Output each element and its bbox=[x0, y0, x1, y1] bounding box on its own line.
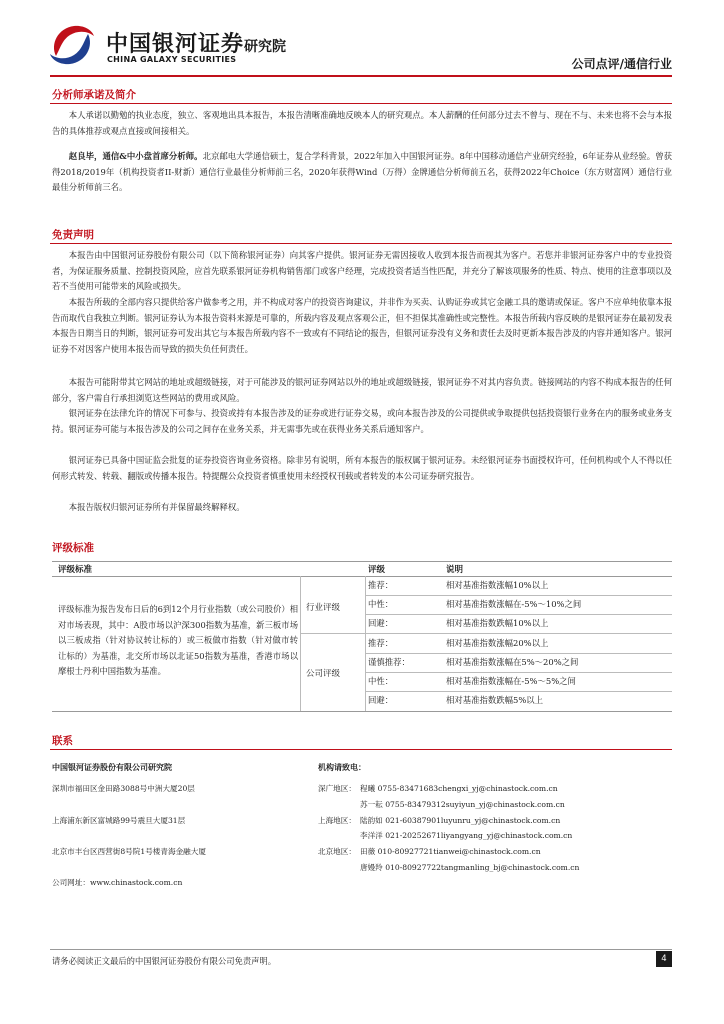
contact-section-rule bbox=[50, 749, 672, 750]
analyst-name: 赵良毕，通信&中小盘首席分析师。 bbox=[68, 151, 203, 161]
disclaimer-section-rule bbox=[50, 243, 672, 244]
analyst-bio bbox=[52, 149, 672, 196]
analyst-commitment: 本人承诺以勤勉的执业态度，独立、客观地出具本报告，本报告清晰准确地反映本人的研究观点。本人薪酬的任何部分过去不曾与、现在不与、未来也将不会与本报告的具体推荐或观点直接或间接相关。 bbox=[52, 110, 672, 136]
office-address-beijing: 北京市丰台区西营街8号院1号楼青海金融大厦 bbox=[52, 847, 206, 856]
rating-level: 谨慎推荐： bbox=[368, 657, 410, 667]
header-divider bbox=[50, 75, 672, 77]
rating-explanation: 相对基准指数跌幅5%以上 bbox=[446, 695, 544, 705]
disclaimer-p1: 本报告由中国银河证券股份有限公司（以下简称银河证券）向其客户提供。银河证券无需因接收人收到本报告而视其为客户。若您并非银河证券客户中的专业投资者，为保证服务质量、控制投资风险，应首先联系银河证券机构销售部门或客户经理，完成投资者适当性匹配，并充分了解该项服务的性质、特点、使用的注意事项以及若不当使用可能带来的风险或损失。 bbox=[52, 250, 672, 291]
rating-explanation: 相对基准指数涨幅在-5%～10%之间 bbox=[446, 599, 582, 609]
rating-explanation: 相对基准指数涨幅20%以上 bbox=[446, 638, 549, 648]
office-address-shanghai: 上海浦东新区富城路99号震旦大厦31层 bbox=[52, 816, 186, 825]
rating-explanation: 相对基准指数涨幅在-5%～5%之间 bbox=[446, 676, 576, 686]
industry-rating-row bbox=[366, 595, 672, 615]
rating-col-desc: 说明 bbox=[446, 565, 464, 575]
contact-section-title: 联系 bbox=[52, 735, 73, 747]
rating-explanation: 相对基准指数涨幅在5%～20%之间 bbox=[446, 657, 579, 667]
sales-contact: 陆韵如 021-60387901luyunru_yj@chinastock.com.cn bbox=[360, 816, 561, 825]
rating-table-header bbox=[52, 561, 672, 577]
sales-contact: 唐嫚羚 010-80927722tangmanling_bj@chinastock.com.cn bbox=[360, 863, 580, 872]
rating-table-divider bbox=[300, 576, 301, 711]
sales-contact: 李洋洋 021-20252671liyangyang_yj@chinastock.com.cn bbox=[360, 831, 573, 840]
sales-contact: 程曦 0755-83471683chengxi_yj@chinastock.com.cn bbox=[360, 784, 558, 793]
rating-explanation: 相对基准指数跌幅10%以上 bbox=[446, 618, 549, 628]
footer-rule bbox=[50, 949, 672, 950]
rating-standard-description: 评级标准为报告发布日后的6到12个月行业指数（或公司股价）相对市场表现，其中：A股市场以沪深300指数为基准，新三板市场以三板成指（针对协议转让标的）或三板做市指数（针对做市转让标的）为基准，北交所市场以北证50指数为基准，香港市场以摩根士丹利中国指数为基准。 bbox=[58, 604, 298, 676]
sales-contact: 苏一耘 0755-83479312suyiyun_yj@chinastock.com.cn bbox=[360, 800, 565, 809]
sales-contact: 田薇 010-80927721tianwei@chinastock.com.cn bbox=[360, 847, 541, 856]
company-rating-row bbox=[366, 634, 672, 654]
disclaimer-p4: 银河证券在法律允许的情况下可参与、投资或持有本报告涉及的证券或进行证券交易，或向本报告涉及的公司提供或争取提供包括投资银行业务在内的服务或业务支持。银河证券可能与本报告涉及的公司之间存在业务关系，并无需事先或在获得业务关系后通知客户。 bbox=[52, 408, 672, 434]
company-rating-row bbox=[366, 691, 672, 710]
brand-name-cn: 中国银河证券 bbox=[106, 32, 245, 57]
disclaimer-p2: 本报告所载的全部内容只提供给客户做参考之用，并不构成对客户的投资咨询建议，并非作为买卖、认购证券或其它金融工具的邀请或保证。客户不应单纯依靠本报告而取代自我独立判断。银河证券认为本报告资料来源是可靠的，所载内容及观点客观公正，但不担保其准确性或完整性。本报告所载内容反映的是银河证券在最初发表本报告日期当日的判断，银河证券可发出其它与本报告所载内容不一致或有不同结论的报告，但银河证券没有义务和责任去及时更新本报告涉及的内容并通知客户。银河证券不对因客户使用本报告而导致的损失负任何责任。 bbox=[52, 297, 672, 354]
rating-level: 回避： bbox=[368, 695, 394, 705]
industry-rating-row bbox=[366, 576, 672, 596]
brand-name-en: CHINA GALAXY SECURITIES bbox=[107, 55, 237, 64]
rating-explanation: 相对基准指数涨幅10%以上 bbox=[446, 580, 549, 590]
company-website: 公司网址：www.chinastock.com.cn bbox=[52, 878, 183, 887]
disclaimer-p5: 银河证券已具备中国证监会批复的证券投资咨询业务资格。除非另有说明，所有本报告的版权属于银河证券。未经银河证券书面授权许可，任何机构或个人不得以任何形式转发、转载、翻版或传播本报告。特提醒公众投资者慎重使用未经授权刊载或者转发的本公司证券研究报告。 bbox=[52, 455, 672, 481]
rating-level: 回避： bbox=[368, 618, 394, 628]
galaxy-swirl-icon bbox=[48, 22, 96, 68]
analyst-section-rule bbox=[50, 103, 672, 104]
rating-col-rating: 评级 bbox=[368, 565, 386, 575]
company-rating-row bbox=[366, 653, 672, 673]
rating-col-standard: 评级标准 bbox=[58, 565, 93, 575]
rating-level: 中性： bbox=[368, 676, 394, 686]
sales-contact-label: 机构请致电： bbox=[318, 763, 366, 772]
rating-table-bottom bbox=[52, 711, 672, 712]
region-label-beijing: 北京地区： bbox=[318, 847, 356, 856]
industry-rating-label: 行业评级 bbox=[306, 603, 341, 613]
analyst-bio-text: 北京邮电大学通信硕士，复合学科背景，2022年加入中国银河证券。8年中国移动通信产业研究经验，6年证券从业经验。曾获得2018/2019年（机构投资者II-财新）通信行业最佳分析师前三名，2020年获得Wind（万得）金牌通信分析师前五名，获得2022年Choice（东方财富网）通信行业最佳分析师前三名。 bbox=[52, 151, 673, 192]
page-number: 4 bbox=[656, 951, 672, 967]
institute-label: 研究院 bbox=[244, 39, 286, 55]
footer-notice: 请务必阅读正文最后的中国银河证券股份有限公司免责声明。 bbox=[52, 956, 277, 966]
region-label-shanghai: 上海地区： bbox=[318, 816, 356, 825]
rating-section-title: 评级标准 bbox=[52, 542, 94, 554]
disclaimer-p6: 本报告版权归银河证券所有并保留最终解释权。 bbox=[68, 502, 245, 512]
analyst-section-title: 分析师承诺及简介 bbox=[52, 89, 136, 101]
office-address-shenzhen: 深圳市福田区金田路3088号中洲大厦20层 bbox=[52, 784, 195, 793]
disclaimer-section-title: 免责声明 bbox=[52, 229, 94, 241]
company-rating-label: 公司评级 bbox=[306, 669, 341, 679]
industry-rating-row bbox=[366, 614, 672, 633]
report-type: 公司点评/通信行业 bbox=[571, 57, 672, 71]
rating-level: 推荐： bbox=[368, 638, 394, 648]
disclaimer-p3: 本报告可能附带其它网站的地址或超级链接，对于可能涉及的银河证券网站以外的地址或超级链接，银河证券不对其内容负责。链接网站的内容不构成本报告的任何部分，客户需自行承担浏览这些网站的费用或风险。 bbox=[52, 377, 672, 403]
rating-level: 中性： bbox=[368, 599, 394, 609]
rating-level: 推荐： bbox=[368, 580, 394, 590]
research-institute-name: 中国银河证券股份有限公司研究院 bbox=[52, 763, 172, 772]
region-label-shenzhen: 深广地区： bbox=[318, 784, 356, 793]
company-rating-row bbox=[366, 672, 672, 692]
